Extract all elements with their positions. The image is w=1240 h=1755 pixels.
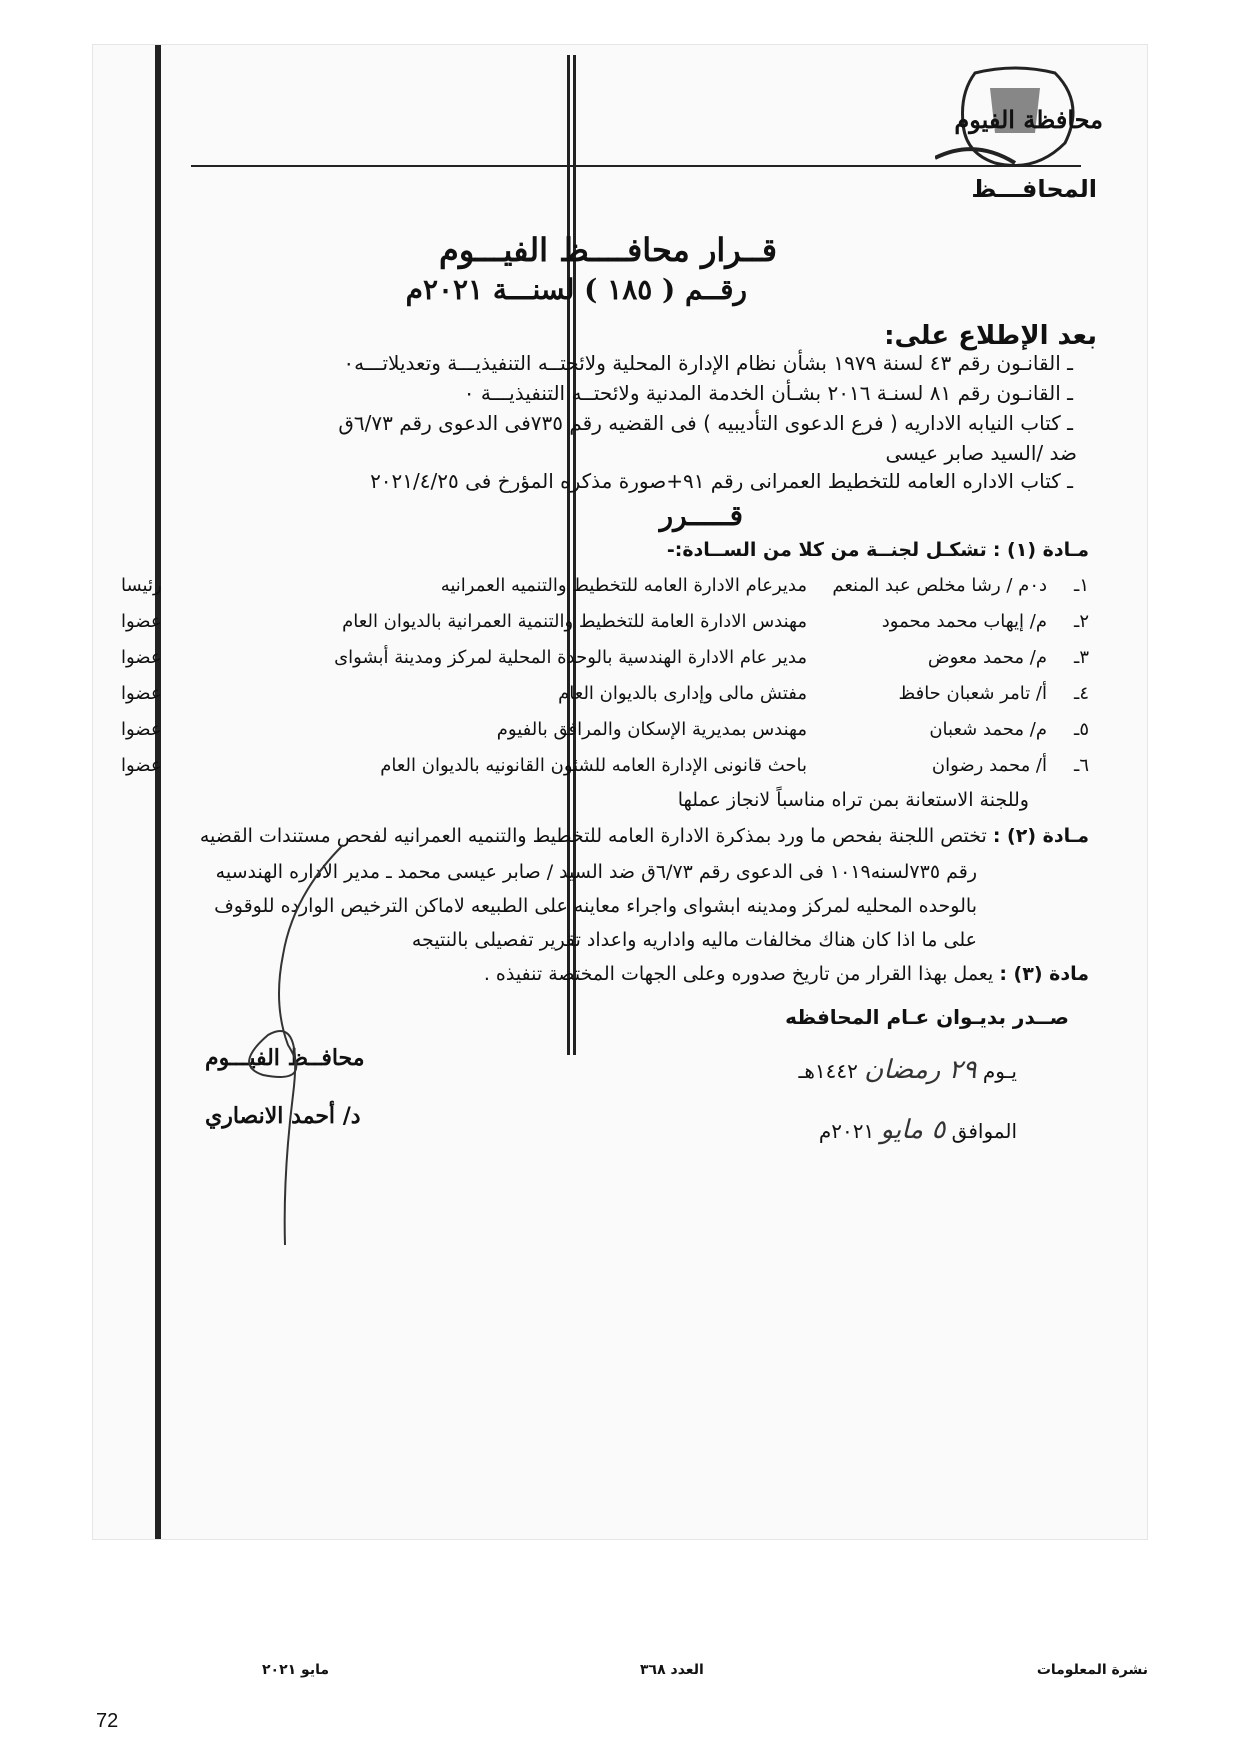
hijri-handwritten: ٢٩ رمضان [864,1055,977,1085]
member-title: مفتش مالى وإدارى بالديوان العام [558,683,807,704]
gregorian-handwritten: ٥ مايو [880,1115,946,1145]
preamble-heading: بعد الإطلاع على: [884,321,1097,351]
gregorian-year: ٢٠٢١م [818,1119,875,1143]
member-role: عضوا [121,755,162,776]
member-name: م/ إيهاب محمد محمود [881,611,1047,632]
preamble-item: ـ كتاب الاداره العامه للتخطيط العمرانى رقم ٩١+صورة مذكره المؤرخ فى ٢٠٢١/٤/٢٥ [370,469,1073,493]
office-label: المحافـــظ [971,175,1097,203]
preamble-item: ـ القانـون رقم ٤٣ لسنة ١٩٧٩ بشأن نظام الإدارة المحلية ولائحتــه التنفيذيـــة وتعديلاتـــه٠ [343,351,1073,375]
member-number: ١ـ [1074,575,1089,596]
gregorian-prefix: الموافق [951,1119,1017,1143]
member-name: م/ محمد معوض [927,647,1047,668]
member-title: باحث قانونى الإدارة العامه للشئون القانونيه بالديوان العام [380,755,807,776]
member-role: عضوا [121,683,162,704]
article-1 [667,539,1089,561]
article-2-line: بالوحده المحليه لمركز ومدينه ابشواى واجراء معاينه على الطبيعه لاماكن الترخيص الوارده للوقوف [214,895,977,917]
article-2-line: تختص اللجنة بفحص ما ورد بمذكرة الادارة العامه للتخطيط والتنميه العمرانيه لفحص مستندات القضيه [199,825,987,847]
handwritten-signature-icon [173,835,373,1255]
preamble-item: ـ كتاب النيابه الاداريه ( فرع الدعوى التأديبيه ) فى القضيه رقم ٧٣٥فى الدعوى رقم ٦/٧٣ق [338,411,1073,435]
governorate-label: محافظة الفيوم [954,105,1103,134]
article-3-label: مادة (٣) : [999,963,1089,985]
member-number: ٤ـ [1074,683,1089,704]
decision-number: رقــم ( ١٨٥ ) لسنـــة ٢٠٢١م [405,273,747,306]
decision-title: قــرار محافــــظ الفيـــوم [439,231,777,269]
member-role: رئيسا [121,575,162,596]
member-number: ٢ـ [1074,611,1089,632]
hijri-date [799,1055,1017,1085]
hijri-prefix: يـوم [982,1059,1017,1083]
page-number: 72 [96,1710,119,1732]
member-role: عضوا [121,611,162,632]
footer-publication: نشرة المعلومات [1036,1662,1148,1678]
scanned-document [92,44,1148,1540]
signature-office: محافــظ الفيـــوم [205,1045,365,1071]
signature-name: د/ أحمد الانصاري [205,1103,361,1129]
article-1-text: تشكـل لجنــة من كلا من الســادة:- [666,539,987,561]
member-title: مدير عام الادارة الهندسية بالوحدة المحلية لمركز ومدينة أبشواى [334,647,807,668]
article-3-text: يعمل بهذا القرار من تاريخ صدوره وعلى الجهات المختصة تنفيذه . [483,963,994,985]
member-number: ٥ـ [1074,719,1089,740]
article-2-label: مـادة (٢) : [992,825,1089,847]
member-role: عضوا [121,647,162,668]
preamble-item: ـ القانـون رقم ٨١ لسنـة ٢٠١٦ بشـأن الخدمة المدنية ولائحتــه التنفيذيـــة ٠ [463,381,1073,405]
member-title: مهندس الادارة العامة للتخطيط والتنمية العمرانية بالديوان العام [342,611,807,632]
preamble-item: ضد /السيد صابر عيسى [885,441,1077,465]
gregorian-date [819,1115,1017,1145]
article-1-closing: وللجنة الاستعانة بمن تراه مناسباً لانجاز عملها [677,789,1029,811]
scan-line-left [155,45,161,1539]
decided-heading: قـــــرر [659,499,743,532]
member-name: م/ محمد شعبان [929,719,1047,740]
article-1-label: مـادة (١) : [992,539,1089,561]
issued-line: صــدر بديـوان عـام المحافظه [785,1005,1069,1029]
member-name: أ/ محمد رضوان [931,755,1047,776]
footer-month: مايو ٢٠٢١ [262,1662,330,1678]
member-name: د٠م / رشا مخلص عبد المنعم [832,575,1047,596]
hijri-year: ١٤٤٢هـ [798,1059,858,1083]
member-title: مهندس بمديرية الإسكان والمرافق بالفيوم [496,719,807,740]
member-number: ٣ـ [1074,647,1089,668]
member-role: عضوا [121,719,162,740]
member-title: مديرعام الادارة العامه للتخطيط والتنميه العمرانيه [440,575,807,596]
article-2-line: على ما اذا كان هناك مخالفات ماليه واداريه واعداد تقرير تفصيلى بالنتيجه [411,929,977,951]
member-number: ٦ـ [1074,755,1089,776]
footer-issue: العدد ٣٦٨ [640,1662,704,1678]
article-3 [484,963,1089,985]
member-name: أ/ تامر شعبان حافظ [898,683,1047,704]
article-2-line: رقم ٧٣٥لسنه١٠١٩ فى الدعوى رقم ٦/٧٣ق ضد السيد / صابر عيسى محمد ـ مدير الاداره الهندسيه [215,861,977,883]
